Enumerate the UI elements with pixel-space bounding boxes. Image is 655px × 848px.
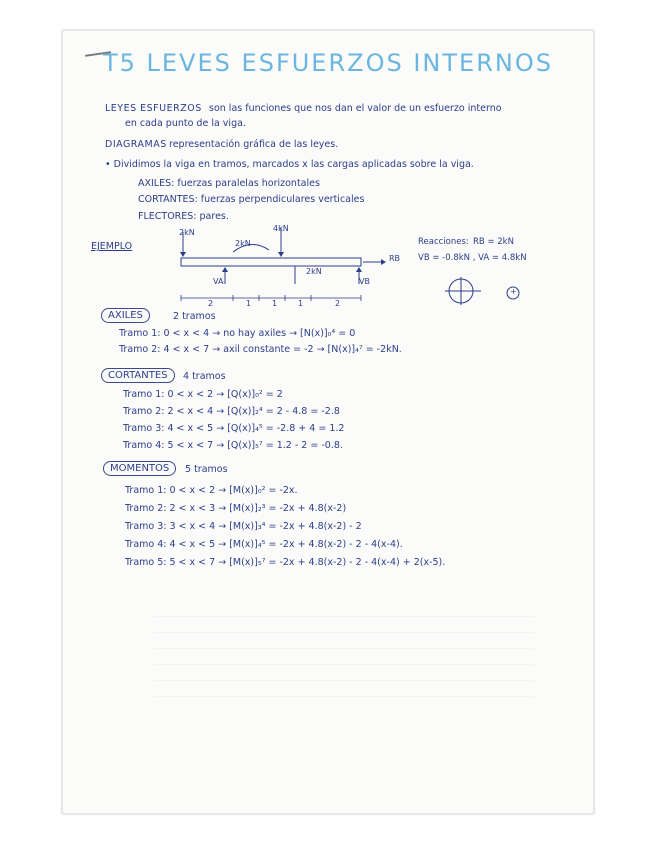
sign-plus: +: [510, 287, 517, 296]
axiles-row-1: Tramo 1: 0 < x < 4 → no hay axiles → [N(x)]₀⁴ = 0: [119, 328, 356, 339]
page-title: T5 LEVES ESFUERZOS INTERNOS: [103, 49, 553, 77]
load-label-1: 2kN: [179, 228, 195, 237]
flectores-def: FLECTORES: pares.: [138, 211, 229, 222]
span-3: 1: [272, 299, 278, 308]
diagramas-term: DIAGRAMAS: [105, 139, 167, 150]
example-label: EJEMPLO: [91, 241, 133, 252]
momentos-row-1: Tramo 1: 0 < x < 2 → [M(x)]₀² = -2x.: [125, 485, 298, 496]
span-4: 1: [298, 299, 304, 308]
momentos-count: 5 tramos: [185, 464, 228, 475]
cortantes-row-4: Tramo 4: 5 < x < 7 → [Q(x)]₅⁷ = 1.2 - 2 = -0.8.: [123, 440, 343, 451]
va-label: VA: [213, 277, 224, 286]
rb-label: RB: [389, 254, 401, 263]
axiles-row-2: Tramo 2: 4 < x < 7 → axil constante = -2 → [N(x)]₄⁷ = -2kN.: [119, 344, 402, 355]
span-1: 2: [208, 299, 214, 308]
span-2: 1: [246, 299, 252, 308]
moment-label: 2kN: [235, 239, 251, 248]
momentos-row-4: Tramo 4: 4 < x < 5 → [M(x)]₄⁵ = -2x + 4.8(x-2) - 2 - 4(x-4).: [125, 539, 403, 550]
cortantes-count: 4 tramos: [183, 371, 226, 382]
notebook-page: [62, 30, 594, 814]
sign-convention: [441, 271, 531, 311]
axiles-box: AXILES: [101, 308, 150, 323]
momentos-row-3: Tramo 3: 3 < x < 4 → [M(x)]₃⁴ = -2x + 4.8(x-2) - 2: [125, 521, 362, 532]
reaction-va-vb-values: VB = -0.8kN , VA = 4.8kN: [418, 253, 527, 263]
bleed-through-texture: [153, 601, 533, 701]
cortantes-def: CORTANTES: fuerzas perpendiculares verticales: [138, 194, 365, 205]
momentos-box: MOMENTOS: [103, 461, 176, 476]
axiles-def: AXILES: fuerzas paralelas horizontales: [138, 178, 320, 189]
cortantes-row-1: Tramo 1: 0 < x < 2 → [Q(x)]₀² = 2: [123, 389, 283, 400]
leyes-text-2: en cada punto de la viga.: [125, 118, 246, 129]
span-5: 2: [335, 299, 341, 308]
reaction-rb-value: RB = 2kN: [473, 237, 514, 247]
vb-label: VB: [359, 277, 370, 286]
axiles-count: 2 tramos: [173, 311, 216, 322]
momentos-row-5: Tramo 5: 5 < x < 7 → [M(x)]₅⁷ = -2x + 4.8(x-2) - 2 - 4(x-4) + 2(x-5).: [125, 557, 446, 568]
diagramas-text: representación gráfica de las leyes.: [169, 139, 339, 150]
load-label-4: 2kN: [306, 267, 322, 276]
beam-diagram: [163, 224, 423, 308]
cortantes-row-2: Tramo 2: 2 < x < 4 → [Q(x)]₂⁴ = 2 - 4.8 = -2.8: [123, 406, 340, 417]
load-label-3: 4kN: [273, 224, 289, 233]
reactions-label: Reacciones:: [418, 237, 469, 247]
leyes-term: LEYES ESFUERZOS: [105, 103, 202, 114]
beam: [181, 258, 361, 266]
cortantes-box: CORTANTES: [101, 368, 175, 383]
cortantes-row-3: Tramo 3: 4 < x < 5 → [Q(x)]₄⁵ = -2.8 + 4 = 1.2: [123, 423, 345, 434]
momentos-row-2: Tramo 2: 2 < x < 3 → [M(x)]₂³ = -2x + 4.8(x-2): [125, 503, 347, 514]
bullet-tramos: • Dividimos la viga en tramos, marcados x las cargas aplicadas sobre la viga.: [105, 159, 474, 170]
leyes-text: son las funciones que nos dan el valor de un esfuerzo interno: [209, 103, 502, 114]
